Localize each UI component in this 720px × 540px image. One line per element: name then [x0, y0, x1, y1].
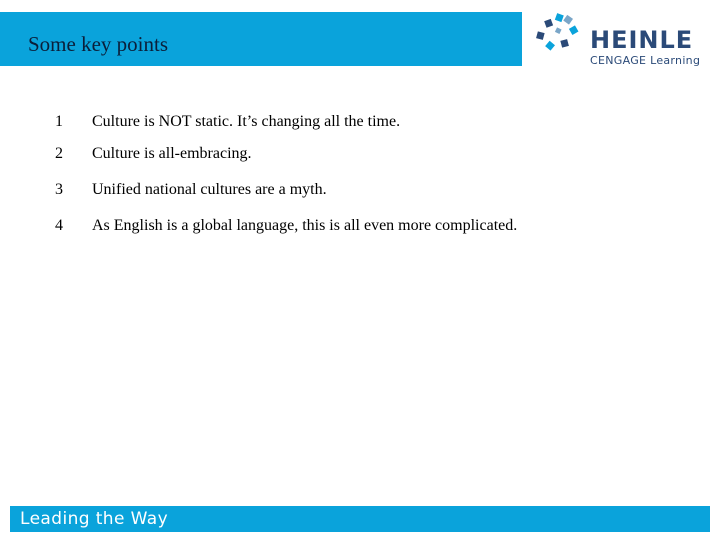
- point-number: 3: [55, 181, 63, 198]
- heinle-logo-mark-icon: [534, 12, 584, 58]
- point-number: 2: [55, 145, 63, 162]
- slide-title: Some key points: [28, 32, 168, 56]
- logo-brand: HEINLE: [590, 26, 694, 54]
- publisher-logo: [534, 12, 710, 70]
- footer-bar: [10, 506, 710, 532]
- point-text: As English is a global language, this is all even more complicated.: [92, 217, 518, 234]
- point-text: Culture is all-embracing.: [92, 145, 252, 162]
- point-text: Unified national cultures are a myth.: [92, 181, 327, 198]
- point-text: Culture is NOT static. It’s changing all the time.: [92, 113, 401, 130]
- point-number: 4: [55, 217, 63, 234]
- point-number: 1: [55, 113, 63, 130]
- footer-tagline: Leading the Way: [20, 509, 169, 529]
- logo-subtitle: CENGAGE Learning: [590, 54, 701, 67]
